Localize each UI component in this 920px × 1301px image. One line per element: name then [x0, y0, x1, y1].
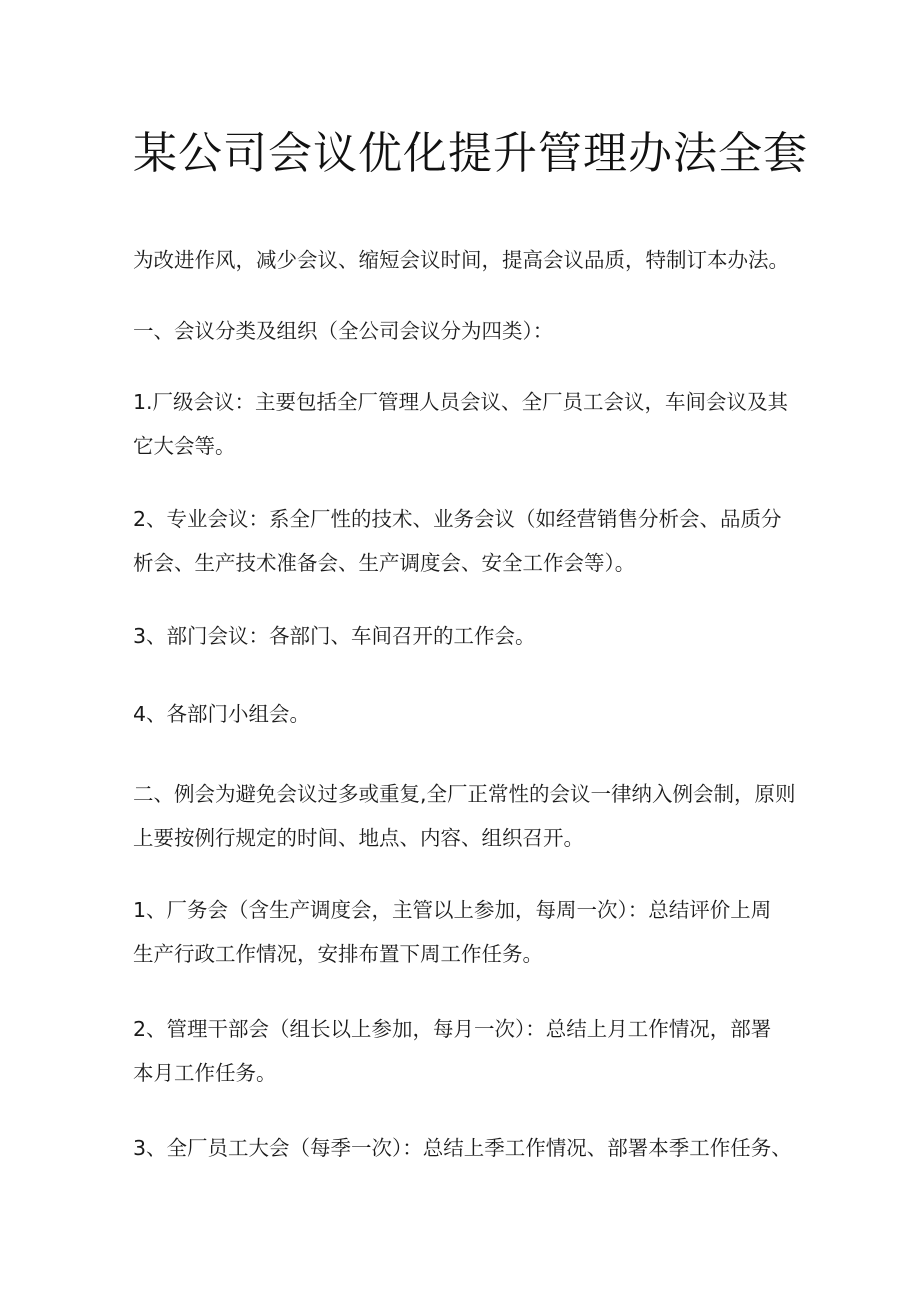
text-line: 3、全厂员工大会（每季一次）：总结上季工作情况、部署本季工作任务、 — [133, 1136, 792, 1160]
text-line: 1.厂级会议：主要包括全厂管理人员会议、全厂员工会议，车间会议及其 — [133, 390, 789, 414]
text-line: 二、例会为避免会议过多或重复,全厂正常性的会议一律纳入例会制，原则 — [133, 782, 796, 806]
list-item-group-meeting — [133, 692, 813, 736]
section-heading-meeting-categories — [133, 309, 813, 353]
list-item-management-meeting — [133, 1007, 813, 1095]
list-item-all-staff-meeting — [133, 1126, 813, 1170]
list-item-department-meeting — [133, 614, 813, 658]
list-item-factory-affairs-meeting — [133, 888, 813, 976]
text-line: 析会、生产技术准备会、生产调度会、安全工作会等）。 — [133, 551, 636, 575]
text-line: 一、会议分类及组织（全公司会议分为四类）： — [133, 319, 554, 343]
list-item-factory-meeting — [133, 380, 813, 468]
text-line: 上要按例行规定的时间、地点、内容、组织召开。 — [133, 826, 584, 850]
text-line: 4、各部门小组会。 — [133, 702, 311, 726]
text-line: 1、厂务会（含生产调度会，主管以上参加，每周一次）：总结评价上周 — [133, 898, 772, 922]
intro-paragraph — [133, 238, 813, 282]
text-line: 2、管理干部会（组长以上参加，每月一次）：总结上月工作情况，部署 — [133, 1017, 772, 1041]
document-title: 某公司会议优化提升管理办法全套 — [133, 128, 808, 179]
section-heading-regular-meetings — [133, 772, 813, 860]
text-line: 为改进作风，减少会议、缩短会议时间，提高会议品质，特制订本办法。 — [133, 248, 789, 272]
text-line: 生产行政工作情况，安排布置下周工作任务。 — [133, 942, 543, 966]
text-line: 2、专业会议：系全厂性的技术、业务会议（如经营销售分析会、品质分 — [133, 507, 782, 531]
text-line: 本月工作任务。 — [133, 1061, 277, 1085]
text-line: 它大会等。 — [133, 434, 236, 458]
list-item-professional-meeting — [133, 497, 813, 585]
text-line: 3、部门会议：各部门、车间召开的工作会。 — [133, 624, 536, 648]
